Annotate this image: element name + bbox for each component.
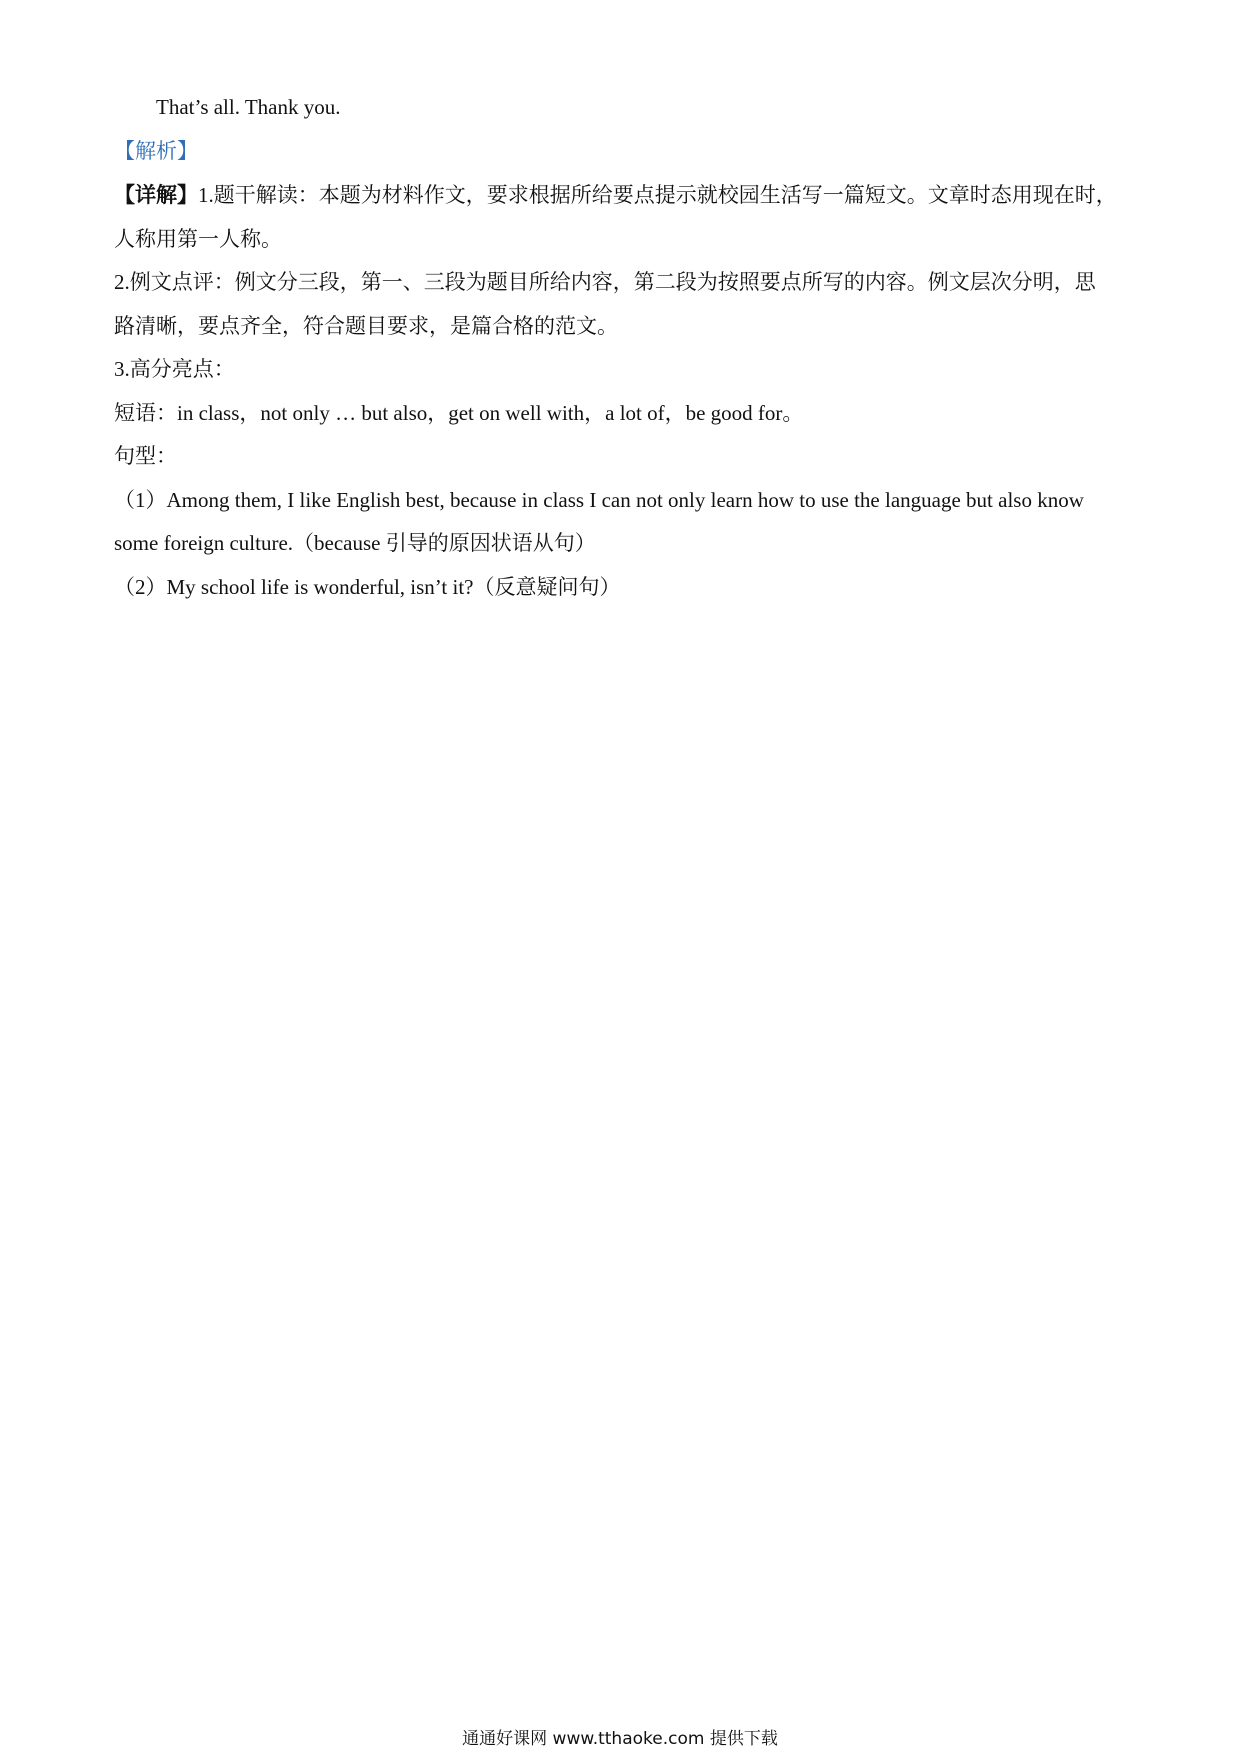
detail-paragraph-line-1	[114, 180, 1134, 210]
footer-text: 通通好课网 www.tthaoke.com 提供下载	[462, 1729, 778, 1749]
review-paragraph-line-2: 路清晰，要点齐全，符合题目要求，是篇合格的范文。	[114, 314, 618, 338]
detail-label: 【详解】	[114, 183, 198, 207]
phrases-line: 短语：in class，not only … but also，get on well with，a lot of，be good for。	[114, 401, 804, 425]
sentence-1-line-2: some foreign culture.（because 引导的原因状语从句）	[114, 531, 596, 555]
sentence-2-line-1: （2）My school life is wonderful, isn’t it?（反意疑问句）	[114, 575, 621, 599]
highlights-heading: 3.高分亮点：	[114, 357, 235, 381]
sentence-heading: 句型：	[114, 444, 177, 468]
analysis-heading: 【解析】	[114, 139, 198, 163]
closing-line: That’s all. Thank you.	[156, 95, 341, 119]
sentence-1-line-1: （1）Among them, I like English best, because in class I can not only learn how to use the language but also know	[114, 488, 1084, 512]
detail-text: 1.题干解读：本题为材料作文，要求根据所给要点提示就校园生活写一篇短文。文章时态用现在时，	[198, 183, 1117, 207]
review-paragraph-line-1: 2.例文点评：例文分三段，第一、三段为题目所给内容，第二段为按照要点所写的内容。例文层次分明，思	[114, 270, 1096, 294]
detail-paragraph-line-2: 人称用第一人称。	[114, 227, 282, 251]
